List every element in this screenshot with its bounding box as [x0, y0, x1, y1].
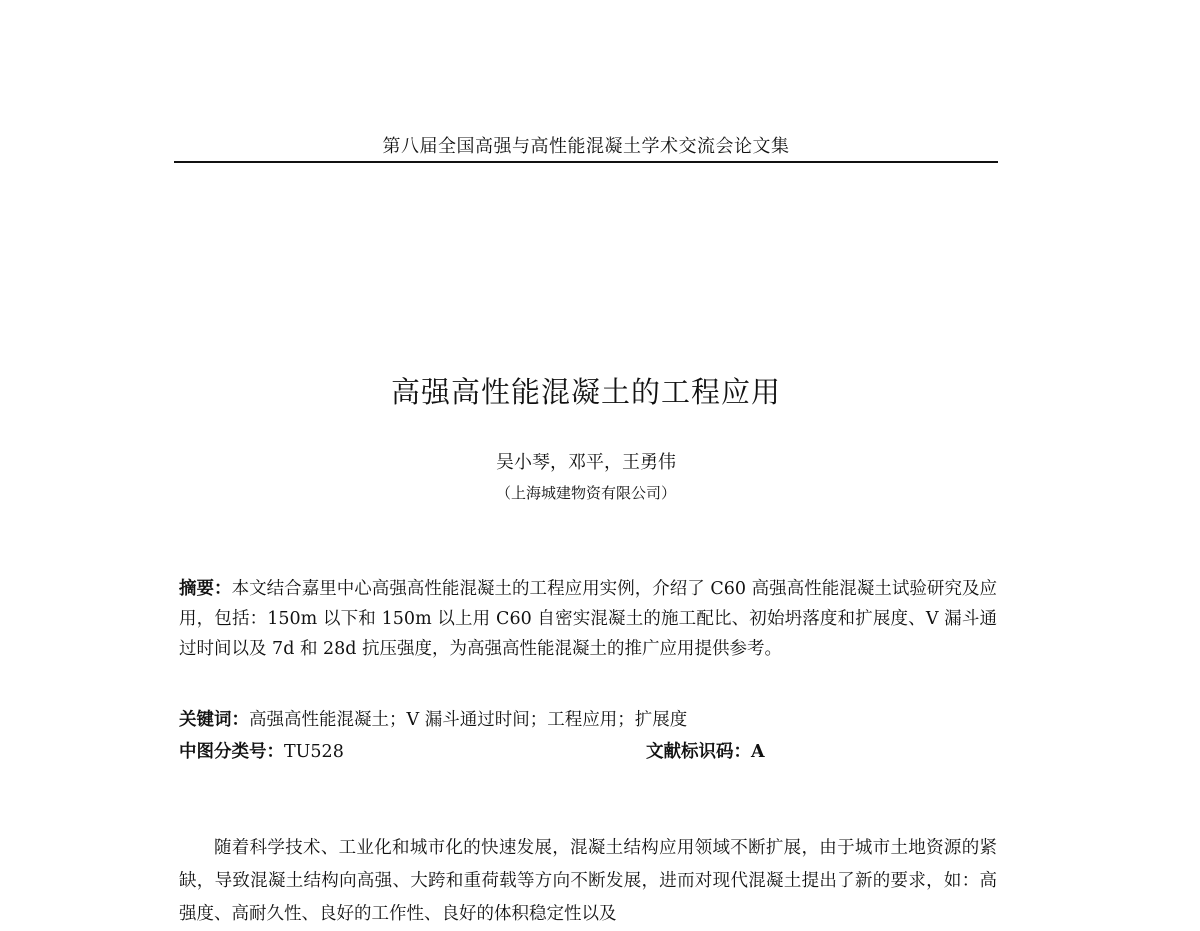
keywords: [179, 706, 997, 734]
abstract-text: 本文结合嘉里中心高强高性能混凝土的工程应用实例，介绍了 C60 高强高性能混凝土试验研究及应用，包括：150m 以下和 150m 以上用 C60 自密实混凝土的施工配比、初始坍落度和扩展度、V 漏斗通过时间以及 7d 和 28d 抗压强度，为高强高性能混凝土的推广应用提供参考。: [179, 579, 998, 659]
paper-authors: 吴小琴，邓平，王勇伟: [496, 452, 676, 473]
running-header: 第八届全国高强与高性能混凝土学术交流会论文集: [382, 136, 790, 157]
clc-value: TU528: [284, 742, 344, 762]
abstract: [179, 574, 997, 664]
paper-affiliation: （上海城建物资有限公司）: [495, 484, 676, 502]
doc-code-label: 文献标识码：: [646, 742, 751, 762]
keywords-label: 关键词：: [179, 710, 249, 730]
abstract-label: 摘要：: [179, 579, 232, 599]
header-rule: [174, 161, 998, 163]
body-paragraph: 随着科学技术、工业化和城市化的快速发展，混凝土结构应用领域不断扩展，由于城市土地资源的紧缺，导致混凝土结构向高强、大跨和重荷载等方向不断发展，进而对现代混凝土提出了新的要求，如：高强度、高耐久性、良好的工作性、良好的体积稳定性以及: [179, 838, 997, 924]
paper-title: 高强高性能混凝土的工程应用: [390, 375, 781, 409]
document-code: [646, 738, 765, 766]
keywords-text: 高强高性能混凝土；V 漏斗通过时间；工程应用；扩展度: [249, 710, 688, 730]
clc-number: [179, 738, 344, 766]
doc-code-value: A: [751, 742, 765, 762]
clc-label: 中图分类号：: [179, 742, 284, 762]
